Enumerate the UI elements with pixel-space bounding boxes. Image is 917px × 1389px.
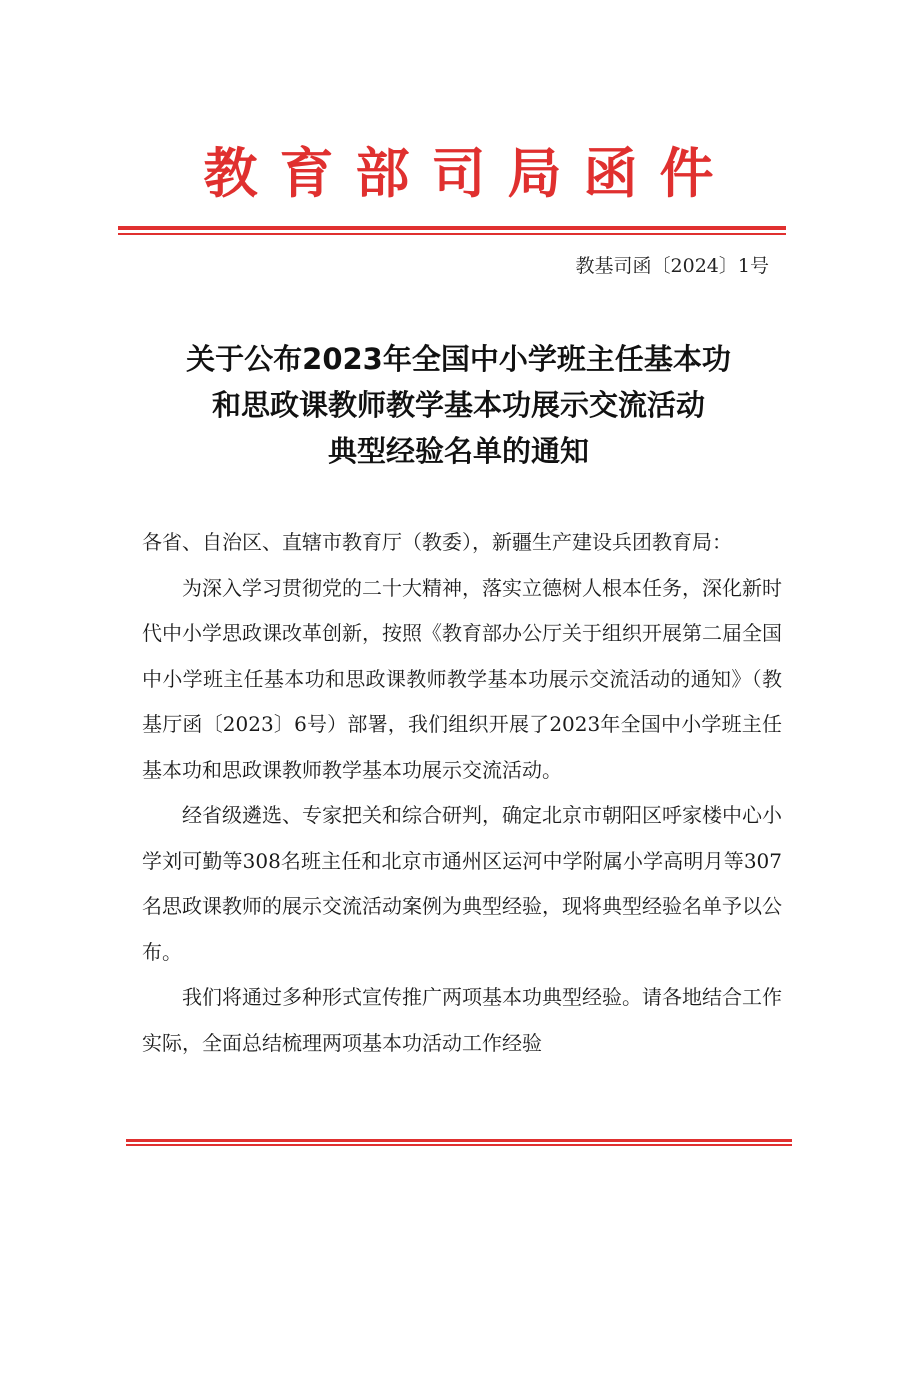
salutation: 各省、自治区、直辖市教育厅（教委），新疆生产建设兵团教育局： <box>142 530 732 554</box>
document-title-line: 关于公布2023年全国中小学班主任基本功 <box>186 342 731 376</box>
footer-red-rule-thin <box>126 1144 792 1146</box>
footer-red-rule-thick <box>126 1139 792 1142</box>
document-title-line: 典型经验名单的通知 <box>327 434 589 468</box>
document-title <box>0 336 917 474</box>
body-paragraph: 为深入学习贯彻党的二十大精神，落实立德树人根本任务，深化新时代中小学思政课改革创新，按照《教育部办公厅关于组织开展第二届全国中小学班主任基本功和思政课教师教学基本功展示交流活动的通知》（教基厅函〔2023〕6号）部署，我们组织开展了2023年全国中小学班主任基本功和思政课教师教学基本功展示交流活动。 <box>142 575 782 782</box>
document-title-line: 和思政课教师教学基本功展示交流活动 <box>211 388 705 422</box>
body-paragraph: 我们将通过多种形式宣传推广两项基本功典型经验。请各地结合工作实际，全面总结梳理两项基本功活动工作经验 <box>142 985 782 1055</box>
document-number: 教基司函〔2024〕1号 <box>575 255 769 277</box>
document-body <box>142 520 782 1066</box>
header-red-rule-thick <box>118 226 786 230</box>
letterhead-title: 教育部司局函件 <box>203 142 736 205</box>
header-red-rule-thin <box>118 233 786 235</box>
body-paragraph: 经省级遴选、专家把关和综合研判，确定北京市朝阳区呼家楼中心小学刘可勤等308名班主任和北京市通州区运河中学附属小学高明月等307名思政课教师的展示交流活动案例为典型经验，现将典型经验名单予以公布。 <box>142 803 782 964</box>
